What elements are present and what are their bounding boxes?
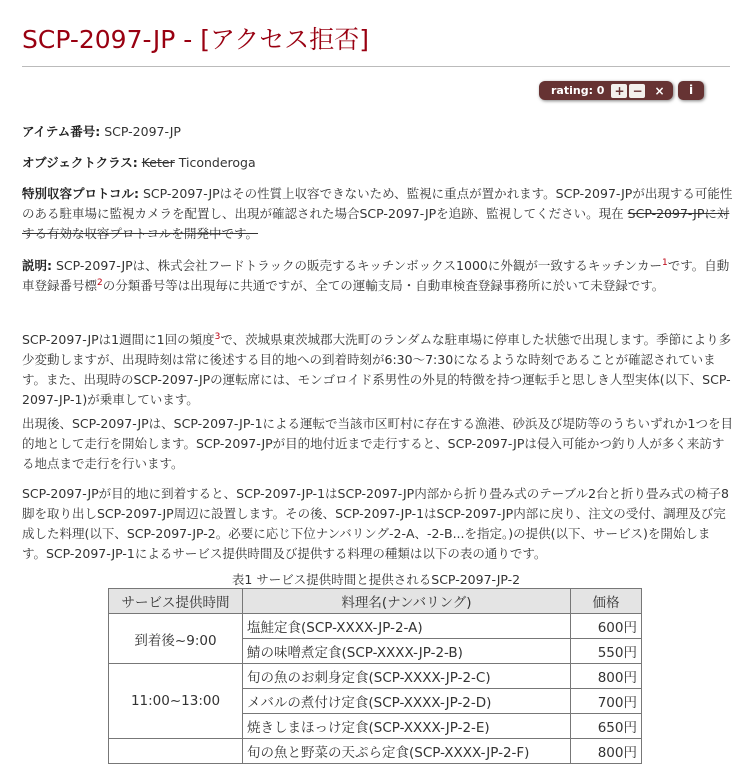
cancel-vote-button[interactable]: × <box>654 83 665 98</box>
description-text-3: の分類番号等は出現毎に共通ですが、全ての運輸支局・自動車検査登録事務所に於いて未登録です。 <box>102 278 665 293</box>
service-table <box>108 588 642 764</box>
description-text-2: です。自動車登録番号標 <box>22 258 730 293</box>
time-cell <box>109 739 243 764</box>
description <box>22 256 734 296</box>
header-price: 価格 <box>571 589 642 614</box>
time-cell: 到着後~9:00 <box>109 614 243 664</box>
paragraph-travel: 出現後、SCP-2097-JPは、SCP-2097-JP-1による運転で当該市区町村に存在する漁港、砂浜及び堤防等のうちいずれか1つを目的地として走行を開始します。SCP-2097-JPが目的地付近まで走行すると、SCP-2097-JPは侵入可能かつ釣り人が多く来訪する地点まで走行を行います。 <box>22 416 734 471</box>
price-cell: 700円 <box>571 689 642 714</box>
table-caption: 表1 サービス提供時間と提供されるSCP-2097-JP-2 <box>231 572 521 587</box>
footnote-ref-2[interactable]: 2 <box>97 277 103 288</box>
containment-text: SCP-2097-JPはその性質上収容できないため、監視に重点が置かれます。SCP-2097-JPが出現する可能性のある駐車場に監視カメラを配置し、出現が確認された場合SCP-2097-JPを追跡、監視してください。現在 <box>22 186 733 221</box>
object-class-struck: Keter <box>141 155 175 170</box>
price-cell: 800円 <box>571 739 642 764</box>
price-cell: 650円 <box>571 714 642 739</box>
rate-down-button[interactable]: − <box>629 84 645 98</box>
dish-cell: 塩鮭定食(SCP-XXXX-JP-2-A) <box>243 614 571 639</box>
footnote-ref-3[interactable]: 3 <box>214 331 221 342</box>
header-dish: 料理名(ナンバリング) <box>243 589 571 614</box>
table-header-row <box>109 589 642 614</box>
page-title: SCP-2097-JP - [アクセス拒否] <box>22 25 370 54</box>
time-cell: 11:00~13:00 <box>109 664 243 739</box>
dish-cell: 鯖の味噌煮定食(SCP-XXXX-JP-2-B) <box>243 639 571 664</box>
description-label: 説明: <box>22 258 52 273</box>
containment-protocol <box>22 184 734 244</box>
item-number <box>22 122 734 142</box>
dish-cell: 焼きしまほっけ定食(SCP-XXXX-JP-2-E) <box>243 714 571 739</box>
object-class-value: Ticonderoga <box>178 155 256 170</box>
rate-up-button[interactable]: + <box>611 84 627 98</box>
price-cell: 600円 <box>571 614 642 639</box>
containment-label: 特別収容プロトコル: <box>22 186 139 201</box>
paragraph-appearance <box>22 330 734 410</box>
dish-cell: 旬の魚のお刺身定食(SCP-XXXX-JP-2-C) <box>243 664 571 689</box>
footnote-ref-1[interactable]: 1 <box>661 257 668 268</box>
table-row <box>109 739 642 764</box>
para2-text-1: SCP-2097-JPは1週間に1回の頻度 <box>22 332 215 347</box>
rating-module <box>539 81 673 100</box>
containment-struck: SCP-2097-JPに対する有効な収容プロトコルを開発中です。 <box>22 206 730 241</box>
description-text-1: SCP-2097-JPは、株式会社フードトラックの販売するキッチンボックス1000に外観が一致するキッチンカー <box>55 258 662 273</box>
title-divider <box>22 66 730 67</box>
info-button[interactable]: i <box>678 81 704 100</box>
rating-label: rating: 0 <box>551 84 605 97</box>
object-class-label: オブジェクトクラス: <box>22 155 138 170</box>
table-row <box>109 614 642 639</box>
dish-cell: 旬の魚と野菜の天ぷら定食(SCP-XXXX-JP-2-F) <box>243 739 571 764</box>
table-row <box>109 664 642 689</box>
paragraph-service: SCP-2097-JPが目的地に到着すると、SCP-2097-JP-1はSCP-2097-JP内部から折り畳み式のテーブル2台と折り畳み式の椅子8脚を取り出しSCP-2097-JP周辺に設置します。その後、SCP-2097-JP-1はSCP-2097-JP内部に戻り、注文の受付、調理及び完成した料理(以下、SCP-2097-JP-2。必要に応じ下位ナンバリング-2-A、-2-B...を指定。)の提供(以下、サービス)を開始します。SCP-2097-JP-1によるサービス提供時間及び提供する料理の種類は以下の表の通りです。 <box>22 486 730 561</box>
price-cell: 550円 <box>571 639 642 664</box>
header-time: サービス提供時間 <box>109 589 243 614</box>
item-number-value: SCP-2097-JP <box>104 124 181 139</box>
price-cell: 800円 <box>571 664 642 689</box>
para2-text-2: で、茨城県東茨城郡大洗町のランダムな駐車場に停車した状態で出現します。季節により多少変動しますが、出現時刻は常に後述する目的地への到着時刻が6:30〜7:30になるような時刻であることが確認されています。また、出現時のSCP-2097-JPの運転席には、モンゴロイド系男性の外見的特徴を持つ運転手と思しき人型実体(以下、SCP-2097-JP-1)が乗車しています。 <box>22 332 732 407</box>
item-number-label: アイテム番号: <box>22 124 101 139</box>
object-class <box>22 153 734 173</box>
dish-cell: メバルの煮付け定食(SCP-XXXX-JP-2-D) <box>243 689 571 714</box>
